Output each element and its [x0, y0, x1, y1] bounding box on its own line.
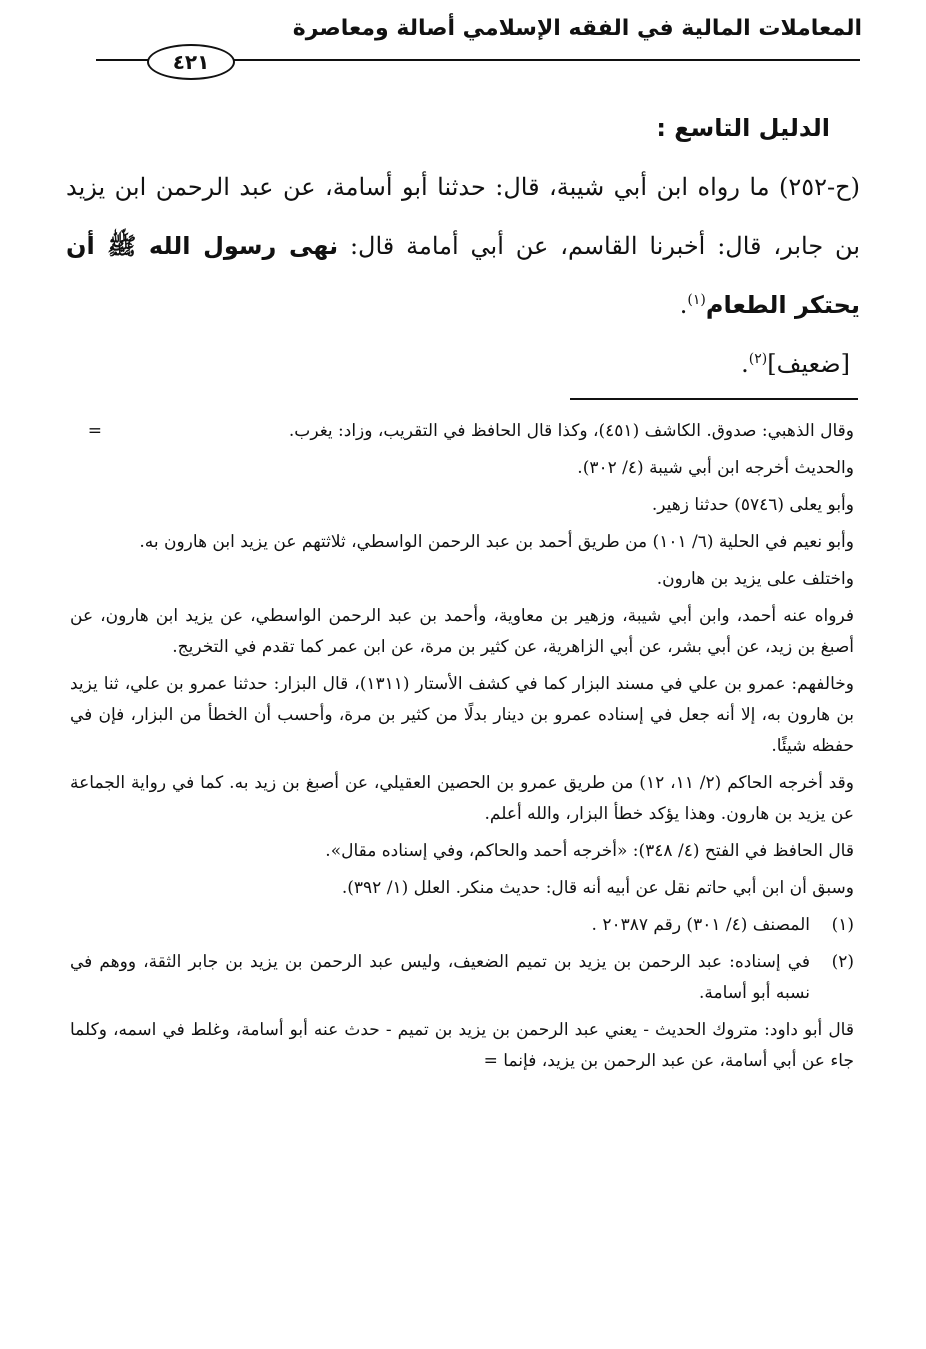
hadith-bold-text: نهى رسول الله ﷺ أن يحتكر الطعام [66, 232, 860, 319]
footnote-line: وقال الذهبي: صدوق. الكاشف (٤٥١)، وكذا قال الحافظ في التقريب، وزاد: يغرب. [288, 421, 854, 441]
footnotes [70, 416, 854, 1083]
footnote-line: والحديث أخرجه ابن أبي شيبة (٤/ ٣٠٢). [577, 458, 854, 478]
footnote-line: وخالفهم: عمرو بن علي في مسند البزار كما في كشف الأستار (١٣١١)، قال البزار: حدثنا عمرو بن علي، ثنا يزيد بن هارون به، إلا أنه جعل في إسناده عمرو بن دينار بدلًا من كثير بن مرة، وأحسب أن الخطأ من البزار، فإن في حفظه شيئًا. [70, 674, 854, 756]
footnote-line: وأبو يعلى (٥٧٤٦) حدثنا زهير. [651, 495, 854, 515]
footnote-text: في إسناده: عبد الرحمن بن يزيد بن تميم الضعيف، وليس عبد الرحمن بن يزيد بن جابر الثقة، ووهم في نسبه أبو أسامة. [70, 952, 810, 1003]
footnote-line: فرواه عنه أحمد، وابن أبي شيبة، وزهير بن معاوية، وأحمد بن عبد الرحمن الواسطي، عن يزيد ابن هارون، عن أصبغ بن زيد، عن أبي بشر، عن أبي الزاهرية، عن كثير بن مرة، عن ابن عمر كما تقدم في التخريج. [70, 606, 854, 657]
footnote-2 [70, 947, 854, 1009]
main-text [66, 104, 860, 394]
footnote-line: وسبق أن ابن أبي حاتم نقل عن أبيه أنه قال: حديث منكر. العلل (١/ ٣٩٢). [341, 878, 854, 898]
section-heading: الدليل التاسع : [656, 114, 830, 142]
footnote-line: قال الحافظ في الفتح (٤/ ٣٤٨): «أخرجه أحمد والحاكم، وفي إسناده مقال». [325, 841, 854, 861]
page-number: ٤٢١ [147, 44, 235, 80]
footnote-ref-2[interactable]: (٢) [748, 351, 768, 367]
grade-text: [ضعيف] [767, 350, 850, 378]
footnote-line: واختلف على يزيد بن هارون. [656, 569, 854, 589]
footnote-continued [70, 416, 854, 447]
footnote-line: وأبو نعيم في الحلية (٦/ ١٠١) من طريق أحمد بن عبد الرحمن الواسطي، ثلاثتهم عن يزيد ابن هارون به. [139, 532, 854, 552]
hadith-text: (ح-٢٥٢) ما رواه ابن أبي شيبة، قال: حدثنا أبو أسامة، عن عبد الرحمن ابن يزيد بن جابر، قال: أخبرنا القاسم، عن أبي أمامة قال: [66, 173, 860, 260]
grade-end: . [741, 350, 749, 378]
footnote-ref-1[interactable]: (١) [687, 292, 706, 308]
continuation-marker: = [87, 421, 102, 441]
footnote-number: (٢) [831, 952, 854, 972]
footnote-1 [70, 910, 854, 941]
footnote-2-continued: قال أبو داود: متروك الحديث - يعني عبد الرحمن بن يزيد بن تميم - حدث عنه أبو أسامة، وغلط في اسمه، وكلما جاء عن أبي أسامة، عن عبد الرحمن بن يزيد، فإنما = [70, 1020, 854, 1071]
hadith-grade [66, 335, 860, 394]
footnote-number: (١) [831, 915, 854, 935]
footnote-text: المصنف (٤/ ٣٠١) رقم ٢٠٣٨٧ . [591, 915, 810, 935]
footnote-line: وقد أخرجه الحاكم (٢/ ١١، ١٢) من طريق عمرو بن الحصين العقيلي، عن أصبغ بن زيد به. كما في رواية الجماعة عن يزيد بن هارون. وهذا يؤكد خطأ البزار، والله أعلم. [70, 773, 854, 824]
running-title: المعاملات المالية في الفقه الإسلامي أصالة ومعاصرة [292, 16, 862, 41]
footnote-separator [570, 398, 858, 400]
hadith-end: . [679, 291, 688, 319]
hadith-paragraph [66, 158, 860, 335]
